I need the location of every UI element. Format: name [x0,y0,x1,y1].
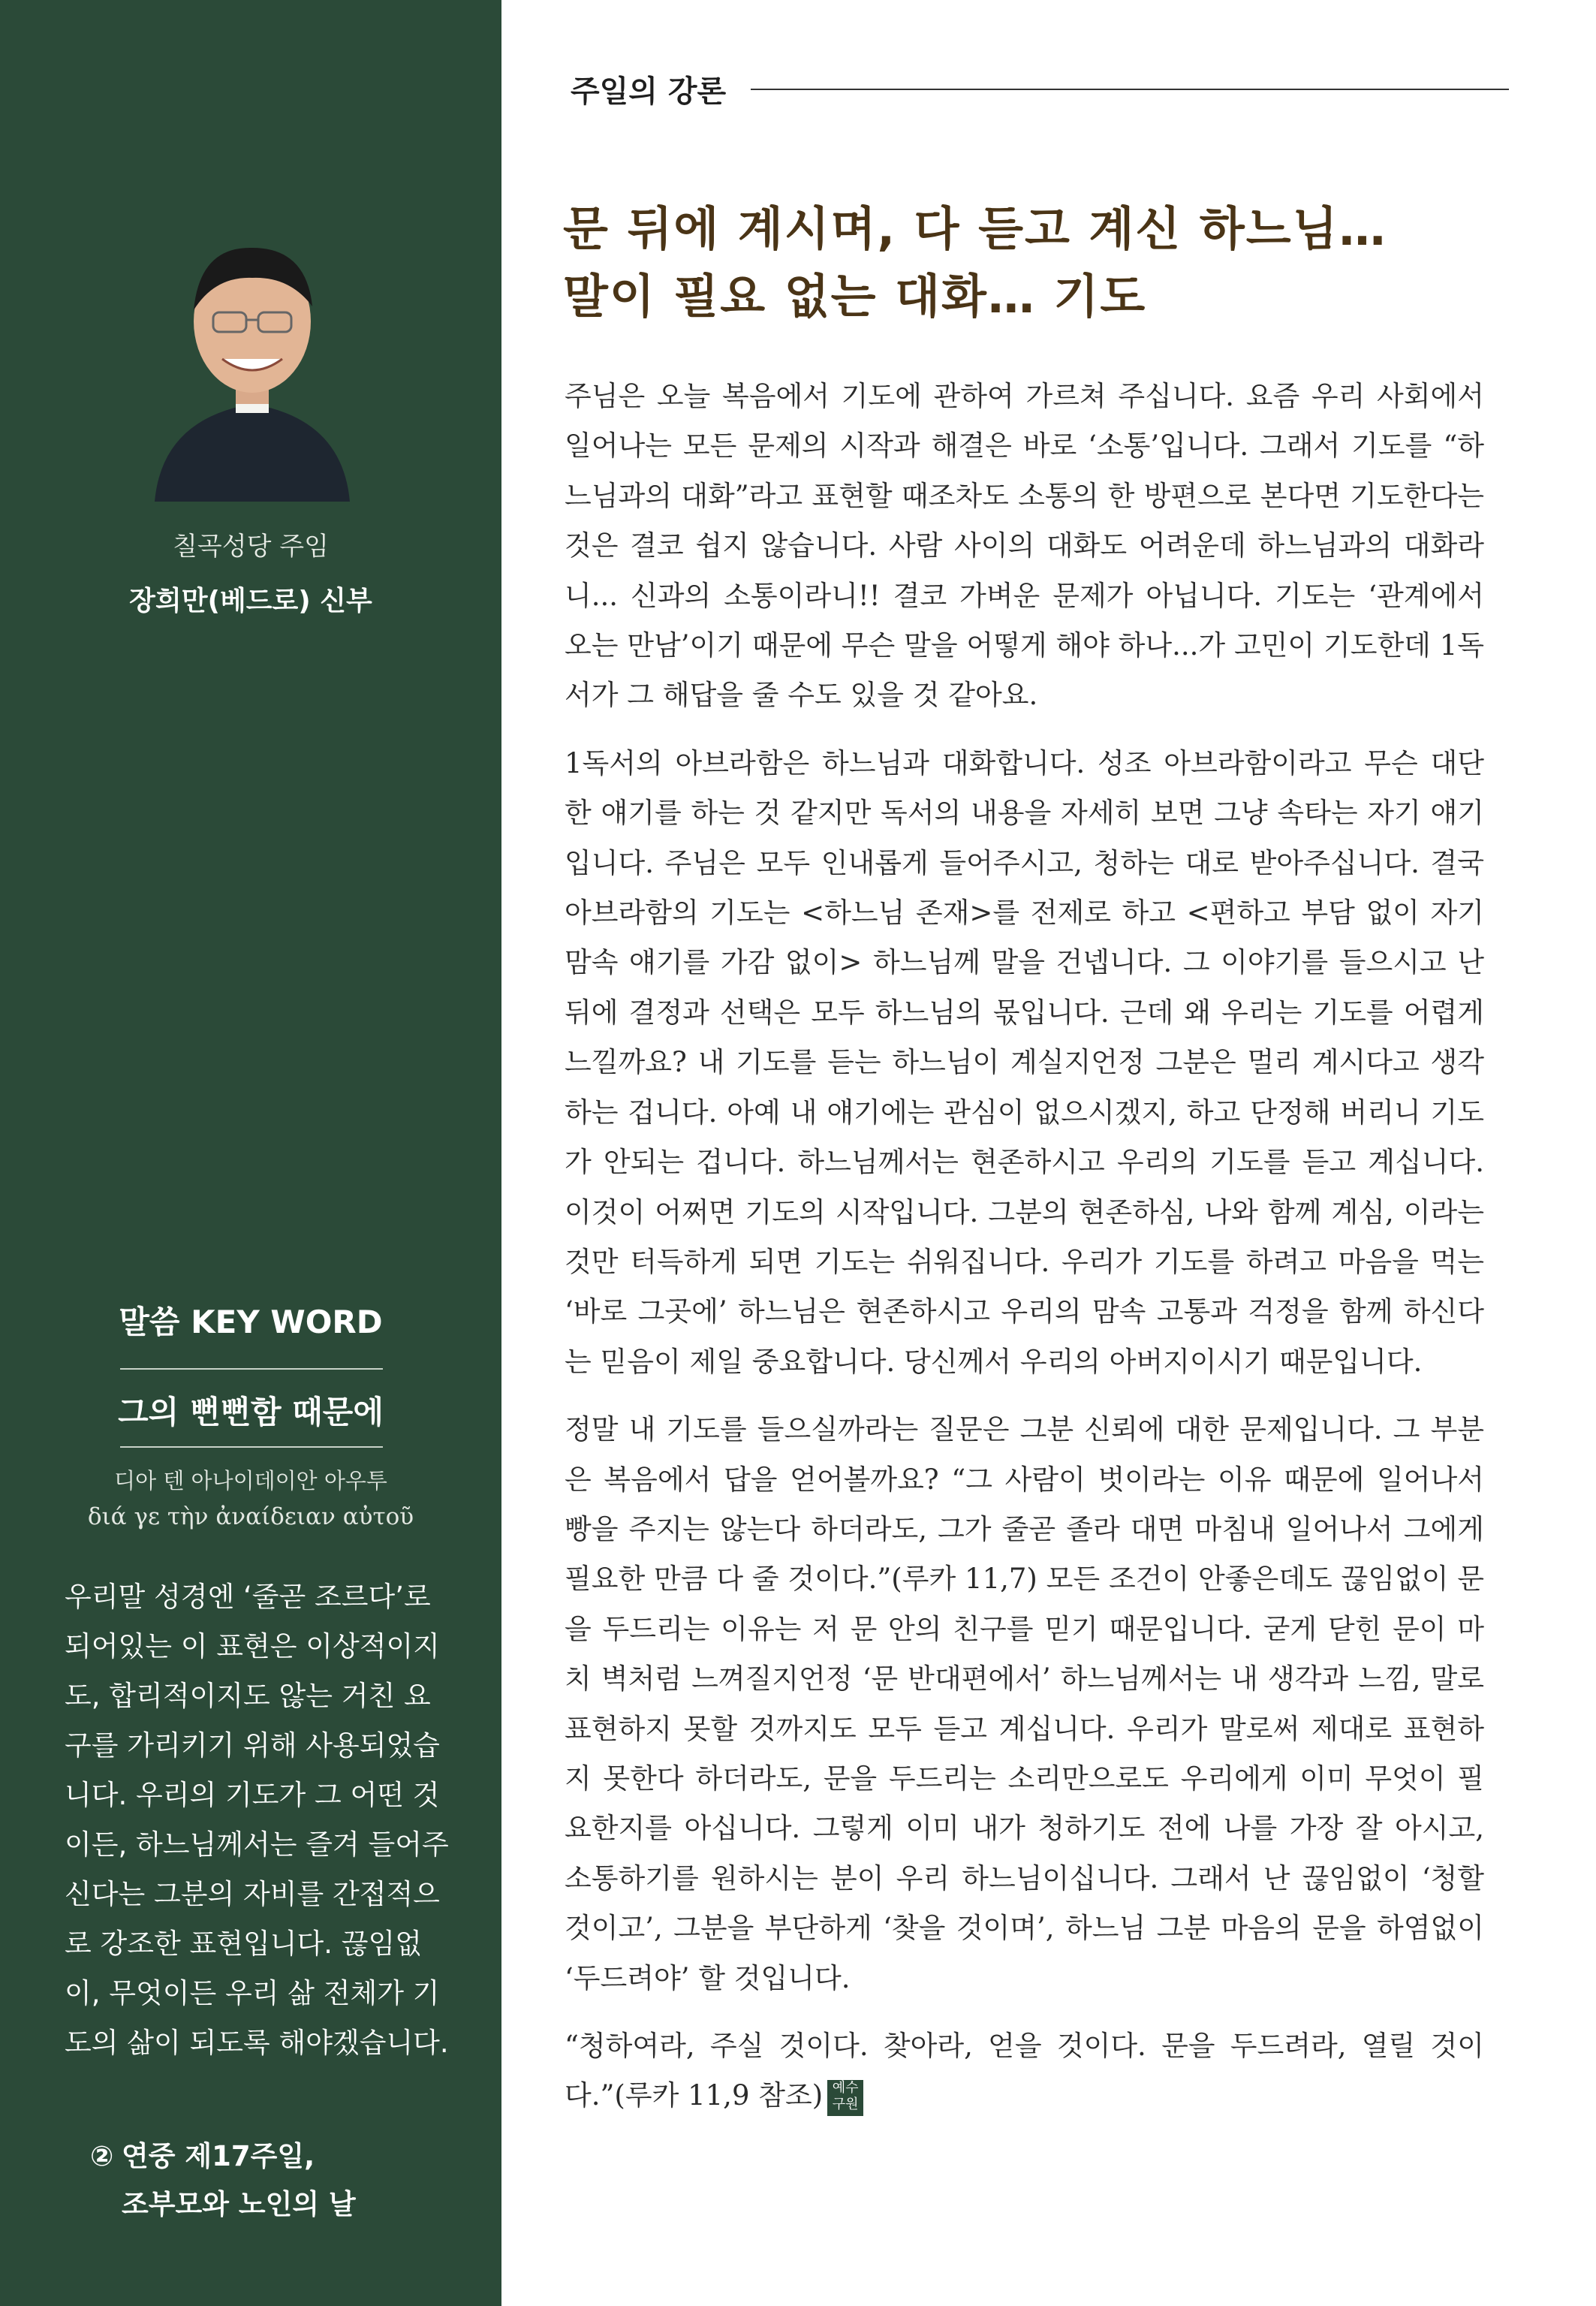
headline-line1: 문 뒤에 계시며, 다 듣고 계신 하느님… [563,201,1387,256]
closing-quote-end: 다.”(루카 11,9 참조) [565,2079,824,2112]
paragraph-2: 1독서의 아브라함은 하느님과 대화합니다. 성조 아브라함이라고 무슨 대단한 얘기를 하는 것 같지만 독서의 내용을 자세히 보면 그냥 속타는 자기 얘기입니다. 주님은 모두 인내롭게 들어주시고, 청하는 대로 받아주십니다. 결국 아브라함의 기도는 <하느님 존재>를 전제로 하고 <편하고 부담 없이 자기 맘속 얘기를 가감 없이> 하느님께 말을 건넵니다. 그 이야기를 들으시고 난 뒤에 결정과 선택은 모두 하느님의 몫입니다. 근데 왜 우리는 기도를 어렵게 느낄까요? 내 기도를 듣는 하느님이 계실지언정 그분은 멀리 계시다고 생각하는 겁니다. 아예 내 얘기에는 관심이 없으시겠지, 하고 단정해 버리니 기도가 안되는 겁니다. 하느님께서는 현존하시고 우리의 기도를 듣고 계십니다. 이것이 어쩌면 기도의 시작입니다. 그분의 현존하심, 나와 함께 계심, 이라는 것만 터득하게 되면 기도는 쉬워집니다. 우리가 기도를 하려고 마음을 먹는 ‘바로 그곳에’ 하느님은 현존하시고 우리의 맘속 고통과 걱정을 함께 하신다는 믿음이 제일 중요합니다. 당신께서 우리의 아버지이시기 때문입니다. [565,746,1484,1378]
keyword-transliteration: 디아 텐 아나이데이안 아우투 [114,1468,387,1494]
article-body [565,372,1484,2139]
keyword-phrase: 그의 뻔뻔함 때문에 [118,1394,384,1430]
keyword-divider-bottom [120,1446,383,1448]
liturgical-day-number: ② [90,2140,114,2172]
keyword-explanation: 우리말 성경엔 ‘줄곧 조르다’로 되어있는 이 표현은 이상적이지도, 합리적이지도 않는 거친 요구를 가리키기 위해 사용되었습니다. 우리의 기도가 그 어떤 것이든, 하느님께서는 즐겨 들어주신다는 그분의 자비를 간접적으로 강조한 표현입니다. 끊임없이, 무엇이든 우리 삶 전체가 기도의 삶이 되도록 해야겠습니다. [65,1581,449,2059]
paragraph-4 [565,2021,1484,2121]
liturgical-day-line1: 연중 제17주일, [122,2140,315,2172]
section-rule [751,89,1509,90]
seal-stamp: 예수 구원 [827,2080,863,2116]
sidebar [0,0,501,2306]
headline-line2: 말이 필요 없는 대화… 기도 [563,269,1147,324]
keyword-divider-top [120,1368,383,1370]
section-label: 주일의 강론 [571,74,727,109]
parish-name: 칠곡성당 주임 [173,532,329,562]
liturgical-day [90,2133,465,2229]
paragraph-1: 주님은 오늘 복음에서 기도에 관하여 가르쳐 주십니다. 요즘 우리 사회에서 일어나는 모든 문제의 시작과 해결은 바로 ‘소통’입니다. 그래서 기도를 “하느님과의 대화”라고 표현할 때조차도 소통의 한 방편으로 본다면 기도한다는 것은 결코 쉽지 않습니다. 사람 사이의 대화도 어려운데 하느님과의 대화라니... 신과의 소통이라니!! 결코 가벼운 문제가 아닙니다. 기도는 ‘관계에서 오는 만남’이기 때문에 무슨 말을 어떻게 해야 하나...가 고민이 기도한데 1독서가 그 해답을 줄 수도 있을 것 같아요. [565,380,1484,712]
priest-portrait [140,231,365,502]
keyword-title: 말씀 KEY WORD [119,1304,383,1340]
liturgical-day-line2: 조부모와 노인의 날 [122,2188,356,2220]
paragraph-3: 정말 내 기도를 들으실까라는 질문은 그분 신뢰에 대한 문제입니다. 그 부분은 복음에서 답을 얻어볼까요? “그 사람이 벗이라는 이유 때문에 일어나서 빵을 주지는 않는다 하더라도, 그가 줄곧 졸라 대면 마침내 일어나서 그에게 필요한 만큼 다 줄 것이다.”(루카 11,7) 모든 조건이 안좋은데도 끊임없이 문을 두드리는 이유는 저 문 안의 친구를 믿기 때문입니다. 굳게 닫힌 문이 마치 벽처럼 느껴질지언정 ‘문 반대편에서’ 하느님께서는 내 생각과 느낌, 말로 표현하지 못할 것까지도 모두 듣고 계십니다. 우리가 말로써 제대로 표현하지 못한다 하더라도, 문을 두드리는 소리만으로도 우리에게 이미 무엇이 필요한지를 아십니다. 그렇게 이미 내가 청하기도 전에 나를 가장 잘 아시고, 소통하기를 원하시는 분이 우리 하느님이십니다. 그래서 난 끊임없이 ‘청할 것이고’, 그분을 부단하게 ‘찾을 것이며’, 하느님 그분 마음의 문을 하염없이 ‘두드려야’ 할 것입니다. [565,1413,1484,1994]
priest-name: 장희만(베드로) 신부 [129,586,372,616]
closing-quote: “청하여라, 주실 것이다. 찾아라, 얻을 것이다. 문을 두드려라, 열릴 것이 [565,2030,1484,2062]
keyword-greek: διά γε τὴν ἀναίδειαν αὐτοῦ [87,1503,414,1530]
